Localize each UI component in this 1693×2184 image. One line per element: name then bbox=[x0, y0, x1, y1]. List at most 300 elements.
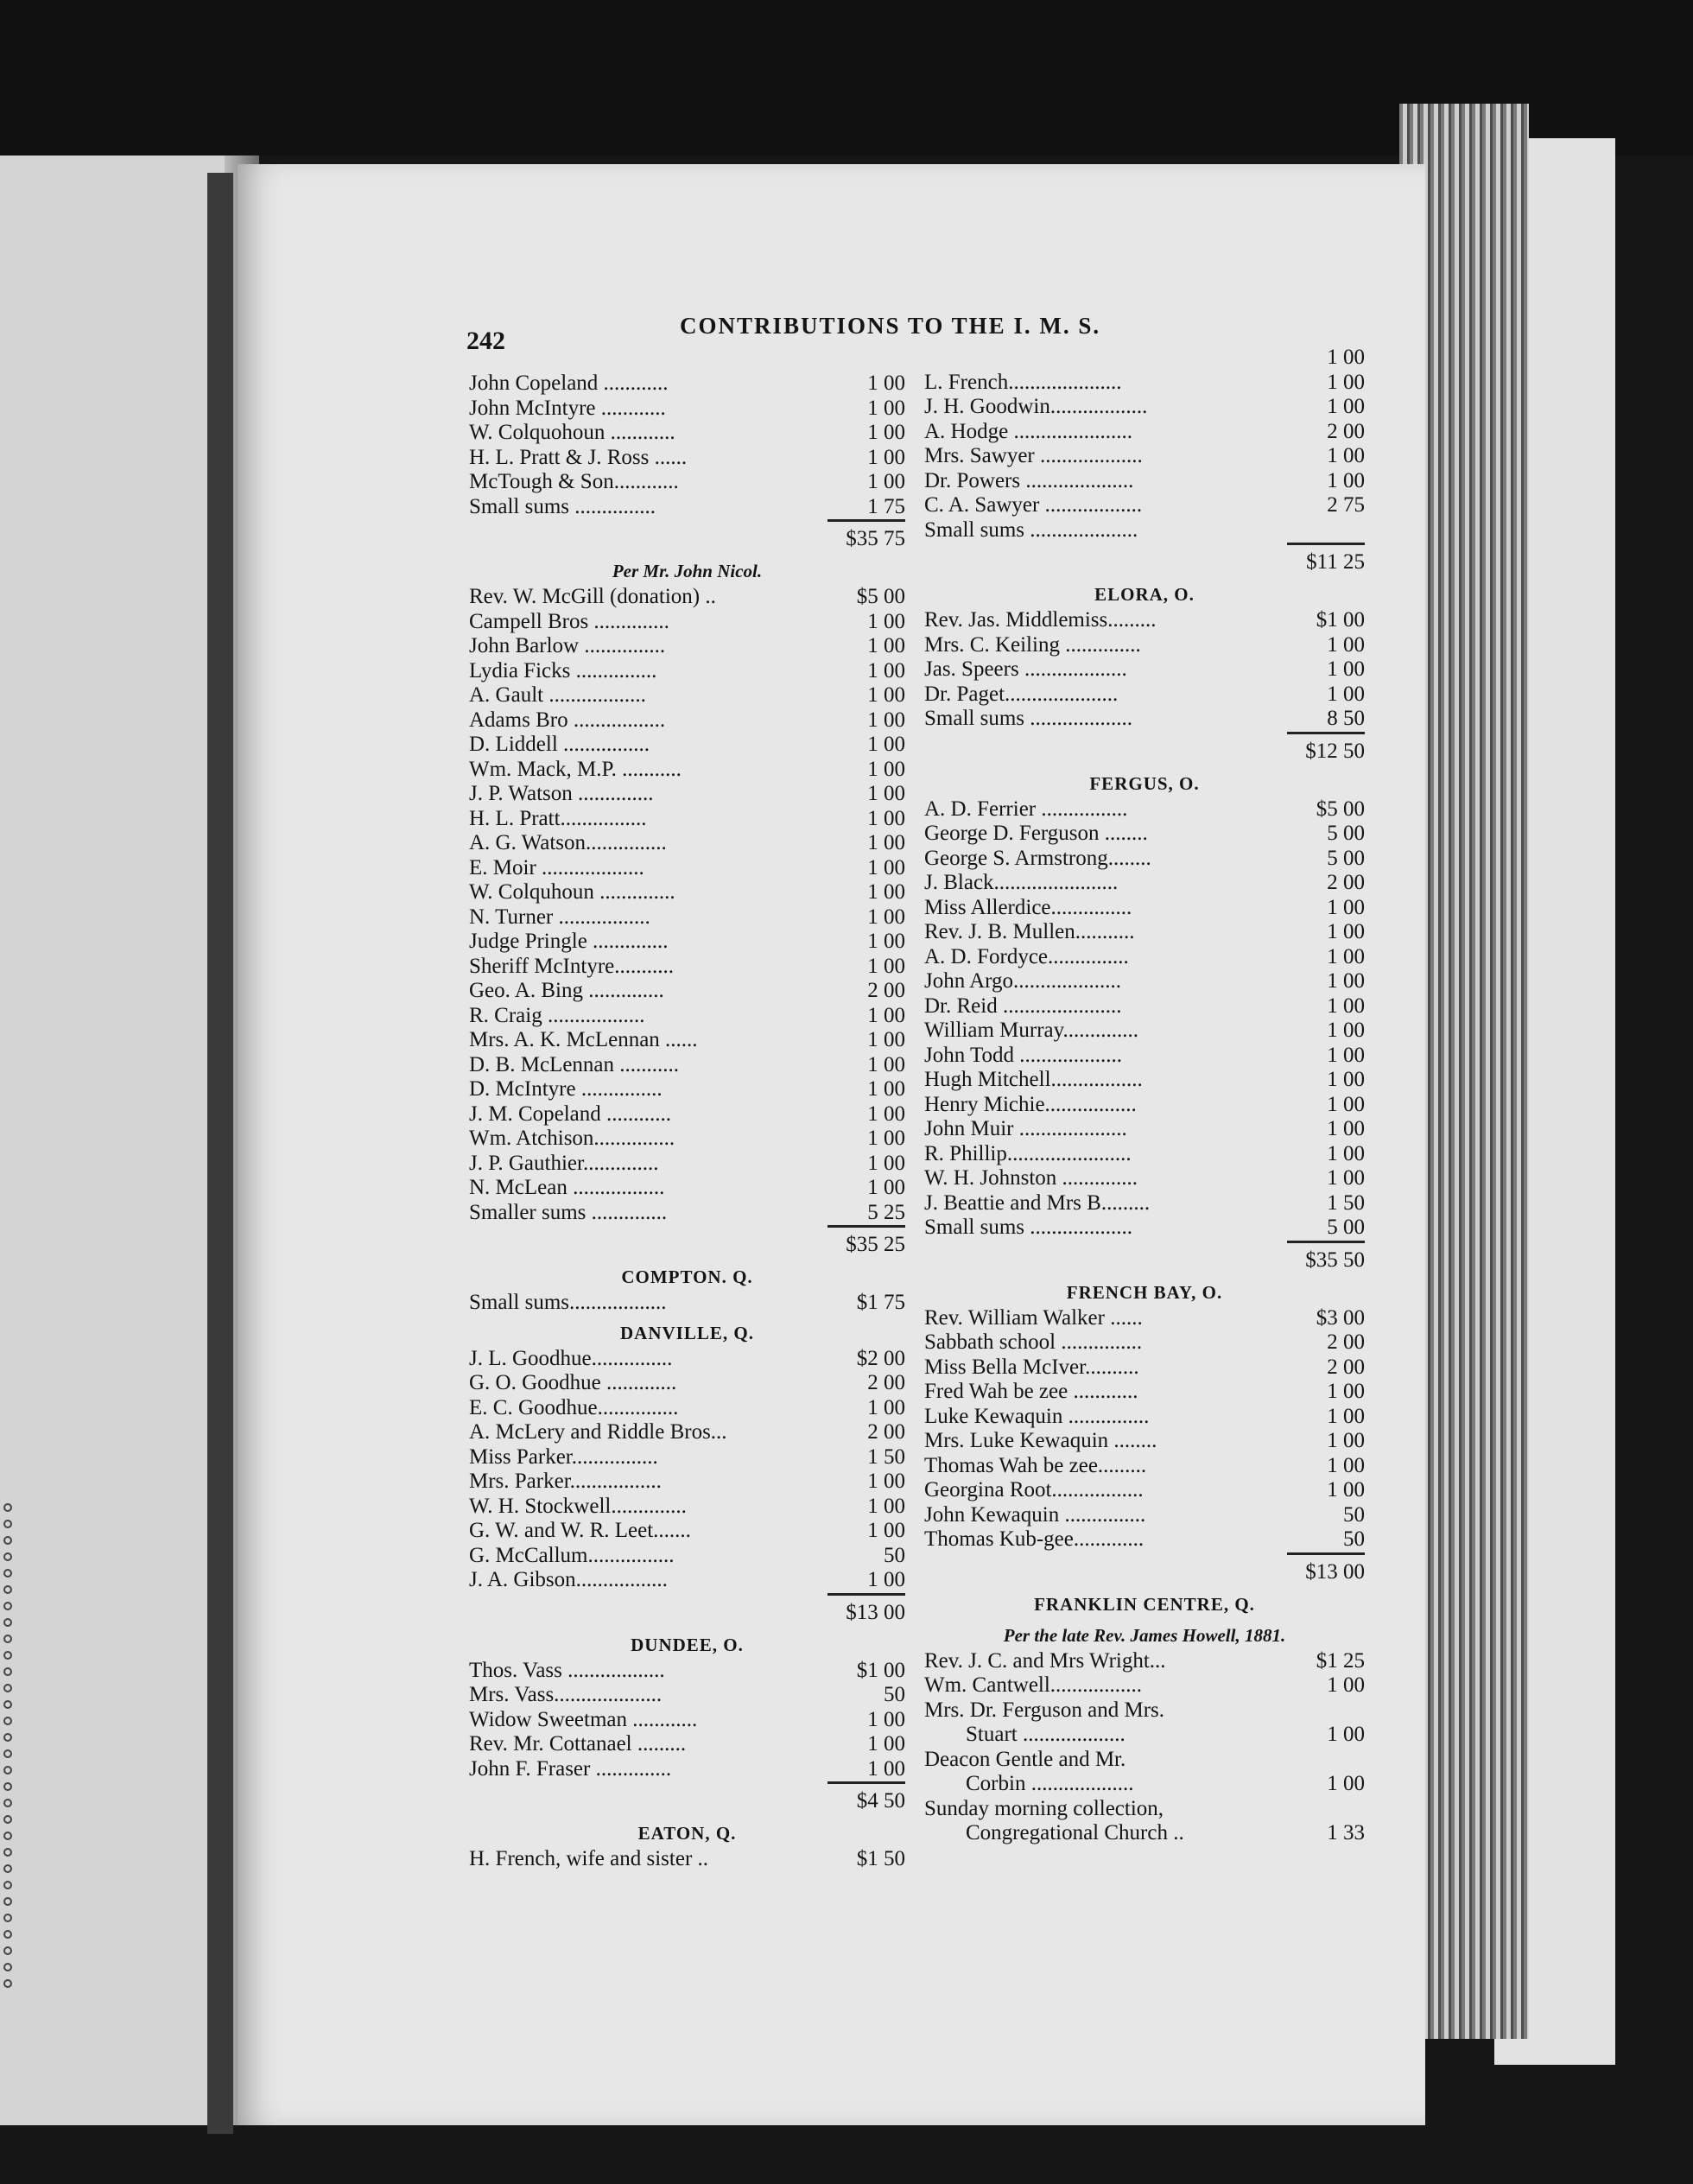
contribution-amount: 1 00 bbox=[867, 1127, 905, 1150]
list-item bbox=[469, 1347, 905, 1372]
contribution-amount: 1 00 bbox=[1327, 1043, 1365, 1067]
list-item bbox=[924, 1405, 1365, 1430]
list-item bbox=[469, 1176, 905, 1201]
running-head: CONTRIBUTIONS TO THE I. M. S. bbox=[680, 313, 1101, 339]
list-item bbox=[924, 1503, 1365, 1528]
list-item bbox=[469, 1004, 905, 1029]
contribution-amount: 1 00 bbox=[867, 1494, 905, 1518]
list-item bbox=[469, 1127, 905, 1152]
contribution-amount: 1 00 bbox=[1327, 1772, 1365, 1795]
contribution-amount: $3 00 bbox=[1316, 1305, 1365, 1330]
contribution-amount: 1 00 bbox=[867, 1052, 905, 1076]
list-item bbox=[469, 782, 905, 807]
section-heading: DUNDEE, O. bbox=[631, 1634, 744, 1655]
contribution-amount: 1 00 bbox=[867, 421, 905, 444]
contributor-name bbox=[924, 1797, 1287, 1846]
contribution-amount: 1 00 bbox=[867, 1003, 905, 1027]
contribution-amount: 5 00 bbox=[1327, 1216, 1365, 1239]
contributor-name: D. B. McLennan ........... bbox=[469, 1052, 680, 1076]
list-item bbox=[924, 969, 1365, 994]
contributor-name: Widow Sweetman ............ bbox=[469, 1707, 698, 1731]
list-item bbox=[924, 896, 1365, 921]
contributor-name: Rev. W. McGill (donation) .. bbox=[469, 585, 716, 608]
contributor-name: John Copeland ............ bbox=[469, 371, 669, 395]
contributor-name: Campell Bros .............. bbox=[469, 609, 669, 633]
total-amount: $13 00 bbox=[1287, 1552, 1365, 1587]
contribution-amount: 1 00 bbox=[1327, 370, 1365, 394]
contributor-name: Mrs. A. K. McLennan ...... bbox=[469, 1028, 698, 1051]
contributor-name: W. H. Johnston .............. bbox=[924, 1166, 1138, 1190]
contribution-amount: 1 00 bbox=[1327, 895, 1365, 919]
contribution-amount: 1 00 bbox=[867, 855, 905, 879]
contributor-name: Small sums .................... bbox=[924, 517, 1138, 542]
contribution-amount: 1 75 bbox=[867, 494, 905, 518]
contribution-amount: 1 00 bbox=[1327, 1453, 1365, 1477]
section-heading: FRENCH BAY, O. bbox=[1066, 1281, 1223, 1303]
contributor-name: J. Black....................... bbox=[924, 871, 1119, 894]
contributor-name: E. C. Goodhue............... bbox=[469, 1395, 679, 1419]
contribution-amount: 1 50 bbox=[1327, 1190, 1365, 1215]
list-item bbox=[924, 1093, 1365, 1118]
contribution-amount: 1 00 bbox=[1327, 1404, 1365, 1428]
contribution-amount: 1 50 bbox=[867, 1444, 905, 1469]
contribution-amount: 1 00 bbox=[867, 609, 905, 633]
contribution-amount: $1 00 bbox=[1316, 608, 1365, 632]
right-column bbox=[924, 346, 1365, 1846]
list-item bbox=[469, 1201, 905, 1226]
contribution-amount: 2 00 bbox=[1327, 1330, 1365, 1354]
list-item bbox=[924, 1216, 1365, 1241]
list-item bbox=[469, 1028, 905, 1053]
contribution-amount: 1 00 bbox=[1327, 1166, 1365, 1190]
contribution-amount: 1 00 bbox=[1327, 346, 1365, 369]
contribution-amount: 1 00 bbox=[867, 930, 905, 953]
list-item bbox=[924, 1044, 1365, 1069]
contributor-name bbox=[924, 1748, 1287, 1797]
book-gutter bbox=[207, 173, 233, 2134]
contribution-amount: 2 00 bbox=[867, 979, 905, 1002]
contributor-name: George D. Ferguson ........ bbox=[924, 822, 1148, 845]
contribution-amount: 1 00 bbox=[867, 1470, 905, 1493]
contributor-name: Hugh Mitchell................. bbox=[924, 1068, 1143, 1091]
list-item bbox=[469, 905, 905, 930]
contributor-name: John Muir .................... bbox=[924, 1117, 1127, 1140]
contribution-amount: 1 00 bbox=[1327, 632, 1365, 657]
contributor-name: Wm. Atchison............... bbox=[469, 1127, 675, 1150]
list-item bbox=[469, 1544, 905, 1569]
contribution-amount: 1 00 bbox=[1327, 1019, 1365, 1042]
list-item bbox=[469, 831, 905, 856]
contribution-amount: 1 00 bbox=[867, 634, 905, 657]
list-item bbox=[469, 1683, 905, 1708]
contributor-name: Dr. Paget..................... bbox=[924, 682, 1119, 706]
section-total bbox=[469, 1225, 905, 1260]
contribution-amount: 2 00 bbox=[1327, 1355, 1365, 1379]
contribution-amount: $1 75 bbox=[856, 1291, 905, 1314]
contribution-amount: 2 00 bbox=[1327, 871, 1365, 894]
list-item bbox=[924, 797, 1365, 822]
list-item bbox=[924, 1068, 1365, 1093]
contribution-amount: 1 00 bbox=[867, 470, 905, 493]
contributor-name: N. McLean ................. bbox=[469, 1176, 665, 1199]
contributor-name: Luke Kewaquin ............... bbox=[924, 1404, 1150, 1428]
list-item bbox=[924, 1673, 1365, 1698]
section-total bbox=[924, 732, 1365, 766]
contribution-amount: 1 00 bbox=[1327, 1068, 1365, 1091]
list-item bbox=[924, 1019, 1365, 1044]
contribution-amount: 1 00 bbox=[867, 880, 905, 904]
contributor-name: Lydia Ficks ............... bbox=[469, 658, 657, 682]
list-item bbox=[924, 518, 1365, 543]
contribution-amount: 50 bbox=[884, 1543, 905, 1567]
contributor-name: William Murray.............. bbox=[924, 1019, 1139, 1042]
contribution-amount: 1 00 bbox=[1327, 1117, 1365, 1140]
contribution-amount: 50 bbox=[1343, 1502, 1365, 1527]
list-item bbox=[469, 880, 905, 905]
contribution-amount: 1 00 bbox=[867, 371, 905, 395]
contributor-name: E. Moir ................... bbox=[469, 855, 644, 879]
contribution-amount: 1 00 bbox=[867, 1077, 905, 1101]
list-item bbox=[469, 1519, 905, 1544]
contributor-name: Miss Parker................ bbox=[469, 1444, 658, 1469]
total-amount: $13 00 bbox=[827, 1593, 905, 1628]
contribution-amount: 1 00 bbox=[1327, 1141, 1365, 1165]
contributor-name: A. D. Ferrier ................ bbox=[924, 797, 1128, 821]
list-item bbox=[469, 1396, 905, 1421]
contribution-amount: 1 00 bbox=[867, 954, 905, 978]
contribution-amount: 2 00 bbox=[867, 1420, 905, 1444]
contribution-amount: 1 00 bbox=[1327, 468, 1365, 492]
list-item bbox=[924, 945, 1365, 970]
contribution-amount: 1 00 bbox=[867, 1568, 905, 1591]
list-item bbox=[469, 1495, 905, 1520]
list-item bbox=[924, 707, 1365, 732]
list-item bbox=[924, 822, 1365, 847]
list-item bbox=[469, 683, 905, 708]
contribution-amount: 1 00 bbox=[1327, 444, 1365, 467]
list-item bbox=[924, 1698, 1365, 1748]
list-item bbox=[924, 682, 1365, 708]
section-total bbox=[924, 1241, 1365, 1275]
list-item bbox=[469, 979, 905, 1004]
contribution-amount: $1 25 bbox=[1316, 1648, 1365, 1673]
list-item bbox=[469, 659, 905, 684]
contributor-name: Rev. Mr. Cottanael ......... bbox=[469, 1732, 687, 1755]
contributor-name: John Barlow ............... bbox=[469, 634, 666, 657]
contribution-amount: 1 00 bbox=[1327, 395, 1365, 418]
contribution-amount: 1 00 bbox=[867, 1732, 905, 1755]
contributor-name: A. D. Fordyce............... bbox=[924, 944, 1129, 968]
contributor-name: Small sums ................... bbox=[924, 1216, 1132, 1239]
section-heading: EATON, Q. bbox=[637, 1823, 737, 1844]
contribution-amount: 1 00 bbox=[867, 733, 905, 756]
contribution-amount: 1 33 bbox=[1327, 1821, 1365, 1844]
contribution-amount: 50 bbox=[1343, 1527, 1365, 1551]
list-item bbox=[924, 1330, 1365, 1355]
contributor-name: L. French..................... bbox=[924, 370, 1122, 394]
contribution-amount: 5 00 bbox=[1327, 822, 1365, 845]
contribution-amount: 1 00 bbox=[867, 708, 905, 732]
list-item bbox=[924, 1166, 1365, 1191]
contributor-name: Rev. William Walker ...... bbox=[924, 1305, 1143, 1330]
contributor-name: A. McLery and Riddle Bros... bbox=[469, 1420, 727, 1444]
contributor-name: G. McCallum................ bbox=[469, 1543, 675, 1567]
contribution-amount: $5 00 bbox=[856, 585, 905, 608]
list-item bbox=[924, 1117, 1365, 1142]
contributor-name: R. Phillip....................... bbox=[924, 1141, 1132, 1165]
list-item bbox=[469, 421, 905, 446]
list-item bbox=[924, 608, 1365, 633]
contributor-name: J. P. Watson .............. bbox=[469, 782, 654, 805]
list-item bbox=[924, 469, 1365, 494]
contributor-name-line1: Sunday morning collection, bbox=[924, 1796, 1164, 1820]
contribution-amount: 1 00 bbox=[867, 1028, 905, 1051]
contributor-name: J. A. Gibson................. bbox=[469, 1568, 668, 1591]
contribution-amount: 1 00 bbox=[1327, 682, 1365, 706]
contribution-amount: $1 50 bbox=[856, 1847, 905, 1870]
list-item bbox=[924, 1380, 1365, 1405]
contribution-amount: 1 00 bbox=[867, 757, 905, 781]
contributor-name: Thomas Wah be zee......... bbox=[924, 1453, 1147, 1477]
list-item bbox=[924, 920, 1365, 945]
section-total bbox=[924, 1552, 1365, 1587]
list-item bbox=[469, 1847, 905, 1872]
list-item bbox=[469, 807, 905, 832]
contribution-amount: 50 bbox=[884, 1683, 905, 1706]
contribution-amount: 1 00 bbox=[867, 1519, 905, 1542]
contributor-name: John Kewaquin ............... bbox=[924, 1502, 1146, 1527]
contributor-name: Rev. J. C. and Mrs Wright... bbox=[924, 1648, 1166, 1673]
section-heading: COMPTON. Q. bbox=[621, 1267, 753, 1287]
section-heading: DANVILLE, Q. bbox=[620, 1322, 754, 1343]
facing-page-dots bbox=[3, 1503, 16, 2056]
contributor-name: Small sums ................... bbox=[924, 707, 1132, 730]
list-item bbox=[469, 1152, 905, 1177]
contribution-amount: 1 00 bbox=[1327, 657, 1365, 681]
contributor-name: Small sums ............... bbox=[469, 494, 656, 518]
contributor-name-line2: Stuart ................... bbox=[966, 1723, 1125, 1746]
contributor-name: Thomas Kub-gee............. bbox=[924, 1527, 1145, 1551]
list-item bbox=[924, 1527, 1365, 1552]
contributor-name: Wm. Cantwell................. bbox=[924, 1673, 1143, 1697]
contributor-name: J. P. Gauthier.............. bbox=[469, 1151, 659, 1175]
section-heading: ELORA, O. bbox=[1094, 584, 1195, 605]
contributor-name: J. H. Goodwin.................. bbox=[924, 395, 1148, 418]
contributor-name: Jas. Speers ................... bbox=[924, 657, 1127, 681]
book-page bbox=[238, 164, 1425, 2125]
contribution-amount: 1 00 bbox=[867, 831, 905, 854]
list-item bbox=[924, 657, 1365, 682]
contributor-name: Miss Bella McIver.......... bbox=[924, 1355, 1139, 1379]
contribution-amount: $1 00 bbox=[856, 1658, 905, 1682]
contributor-name-line2: Corbin ................... bbox=[966, 1772, 1134, 1795]
list-item bbox=[469, 955, 905, 980]
list-item bbox=[469, 397, 905, 422]
contributor-name: Dr. Reid ...................... bbox=[924, 994, 1122, 1018]
list-item bbox=[924, 1191, 1365, 1216]
list-item bbox=[924, 1478, 1365, 1503]
list-item bbox=[469, 930, 905, 955]
contributor-name: Judge Pringle .............. bbox=[469, 930, 669, 953]
list-item bbox=[924, 1454, 1365, 1479]
list-item bbox=[924, 371, 1365, 396]
contribution-amount: $2 00 bbox=[856, 1346, 905, 1370]
contributor-name: Sheriff McIntyre........... bbox=[469, 954, 674, 978]
contributor-name: Henry Michie................. bbox=[924, 1092, 1137, 1116]
contribution-amount: 1 00 bbox=[867, 445, 905, 469]
contributor-name: D. Liddell ................ bbox=[469, 733, 650, 756]
contribution-amount: 1 00 bbox=[867, 782, 905, 805]
contribution-amount: 2 00 bbox=[867, 1371, 905, 1394]
contributor-name: H. L. Pratt................ bbox=[469, 806, 647, 830]
contributor-name-line2: Congregational Church .. bbox=[966, 1821, 1184, 1844]
list-item bbox=[924, 346, 1365, 371]
page-content bbox=[238, 164, 1425, 2125]
list-item bbox=[469, 733, 905, 758]
contributor-name: Geo. A. Bing .............. bbox=[469, 979, 664, 1002]
contributor-name: John Argo.................... bbox=[924, 969, 1122, 993]
contributor-name: Mrs. C. Keiling .............. bbox=[924, 632, 1141, 657]
list-item bbox=[469, 1659, 905, 1684]
contributor-name: A. Gault .................. bbox=[469, 683, 646, 707]
contributor-name: Rev. Jas. Middlemiss......... bbox=[924, 608, 1157, 632]
contributor-name: Mrs. Sawyer ................... bbox=[924, 444, 1143, 467]
contribution-amount: 1 00 bbox=[867, 1176, 905, 1199]
list-item bbox=[469, 1291, 905, 1316]
total-amount: $4 50 bbox=[827, 1781, 905, 1816]
contributor-name: Small sums.................. bbox=[469, 1291, 667, 1314]
contribution-amount: 5 00 bbox=[1327, 846, 1365, 870]
contributor-name: John F. Fraser .............. bbox=[469, 1756, 672, 1781]
list-item bbox=[469, 585, 905, 610]
contributor-name: G. O. Goodhue ............. bbox=[469, 1371, 677, 1394]
contributor-name: Mrs. Vass.................... bbox=[469, 1683, 663, 1706]
contribution-amount: 1 00 bbox=[867, 683, 905, 707]
contributor-name: John McIntyre ............ bbox=[469, 396, 666, 420]
contributor-name: Dr. Powers .................... bbox=[924, 468, 1134, 492]
list-item bbox=[469, 1420, 905, 1445]
list-item bbox=[469, 1708, 905, 1733]
contributor-name: J. Beattie and Mrs B......... bbox=[924, 1190, 1151, 1215]
list-item bbox=[924, 1797, 1365, 1846]
contribution-amount: 1 00 bbox=[1327, 1092, 1365, 1116]
contribution-amount: 1 00 bbox=[1327, 1478, 1365, 1502]
list-item bbox=[924, 444, 1365, 469]
contributor-name: Smaller sums .............. bbox=[469, 1200, 668, 1224]
list-item bbox=[469, 856, 905, 881]
contribution-amount: 1 00 bbox=[867, 905, 905, 929]
contributor-name: C. A. Sawyer .................. bbox=[924, 493, 1143, 517]
contributor-name: N. Turner ................. bbox=[469, 905, 650, 929]
contribution-amount: 1 00 bbox=[867, 806, 905, 830]
list-item bbox=[469, 758, 905, 783]
contributor-name-line1: Mrs. Dr. Ferguson and Mrs. bbox=[924, 1698, 1165, 1722]
section-heading: FERGUS, O. bbox=[1089, 772, 1200, 794]
total-amount: $35 75 bbox=[827, 519, 905, 554]
contributor-name: Fred Wah be zee ............ bbox=[924, 1380, 1138, 1403]
list-item bbox=[469, 371, 905, 397]
contribution-amount: 1 00 bbox=[1327, 1673, 1365, 1697]
list-item bbox=[924, 395, 1365, 420]
contribution-amount: 1 00 bbox=[1327, 994, 1365, 1018]
list-item bbox=[469, 1053, 905, 1078]
list-item bbox=[469, 1568, 905, 1593]
list-item bbox=[924, 420, 1365, 445]
list-item bbox=[924, 994, 1365, 1019]
page-number: 242 bbox=[466, 327, 505, 355]
contribution-amount: $5 00 bbox=[1316, 797, 1365, 821]
list-item bbox=[469, 1470, 905, 1495]
list-item bbox=[469, 610, 905, 635]
list-item bbox=[469, 1757, 905, 1782]
contributor-name: G. W. and W. R. Leet....... bbox=[469, 1519, 691, 1542]
contributor-name: D. McIntyre ............... bbox=[469, 1077, 663, 1101]
contributor-name: John Todd ................... bbox=[924, 1043, 1123, 1067]
section-subheading: Per Mr. John Nicol. bbox=[612, 561, 763, 581]
contributor-name: W. Colquhoun .............. bbox=[469, 880, 675, 904]
contribution-amount: 1 00 bbox=[1327, 1380, 1365, 1403]
list-item bbox=[924, 1748, 1365, 1797]
contributor-name: Mrs. Parker................. bbox=[469, 1470, 662, 1493]
contributor-name: A. G. Watson............... bbox=[469, 831, 667, 854]
contribution-amount: 1 00 bbox=[867, 1151, 905, 1175]
contributor-name: George S. Armstrong........ bbox=[924, 846, 1151, 870]
list-item bbox=[469, 446, 905, 471]
list-item bbox=[469, 708, 905, 733]
list-item bbox=[924, 1355, 1365, 1381]
contribution-amount: 1 00 bbox=[1327, 920, 1365, 943]
total-amount: $35 25 bbox=[827, 1225, 905, 1260]
contributor-name: R. Craig .................. bbox=[469, 1003, 645, 1027]
list-item bbox=[924, 871, 1365, 896]
section-total bbox=[924, 543, 1365, 577]
contribution-amount: 1 00 bbox=[1327, 969, 1365, 993]
contribution-amount: 8 50 bbox=[1327, 707, 1365, 730]
list-item bbox=[924, 493, 1365, 518]
contribution-amount: 1 00 bbox=[1327, 944, 1365, 968]
contributor-name: Mrs. Luke Kewaquin ........ bbox=[924, 1429, 1157, 1452]
contribution-amount: 1 00 bbox=[867, 396, 905, 420]
list-item bbox=[924, 1649, 1365, 1674]
list-item bbox=[924, 1306, 1365, 1331]
list-item bbox=[469, 470, 905, 495]
contribution-amount: 1 00 bbox=[867, 658, 905, 682]
contribution-amount: 1 00 bbox=[867, 1756, 905, 1781]
list-item bbox=[469, 634, 905, 659]
contribution-amount: 1 00 bbox=[1327, 1429, 1365, 1452]
section-total bbox=[469, 1781, 905, 1816]
left-column bbox=[469, 371, 905, 1872]
contribution-amount: 2 75 bbox=[1327, 493, 1365, 517]
contributor-name: Miss Allerdice............... bbox=[924, 895, 1132, 919]
list-item bbox=[469, 1371, 905, 1396]
contribution-amount: 1 00 bbox=[867, 1707, 905, 1731]
contribution-amount: 5 25 bbox=[867, 1200, 905, 1224]
contributor-name: J. L. Goodhue............... bbox=[469, 1346, 673, 1370]
list-item bbox=[469, 1445, 905, 1470]
contributor-name: A. Hodge ...................... bbox=[924, 419, 1132, 443]
list-item bbox=[469, 495, 905, 520]
contributor-name: Thos. Vass .................. bbox=[469, 1658, 665, 1682]
contributor-name: McTough & Son............ bbox=[469, 470, 679, 493]
list-item bbox=[469, 1077, 905, 1102]
section-subheading: Per the late Rev. James Howell, 1881. bbox=[1003, 1624, 1286, 1646]
contribution-amount: 1 00 bbox=[1327, 1723, 1365, 1746]
contributor-name bbox=[924, 1698, 1287, 1748]
total-amount: $12 50 bbox=[1287, 732, 1365, 766]
contributor-name: H. L. Pratt & J. Ross ...... bbox=[469, 445, 688, 469]
contributor-name: W. Colquohoun ............ bbox=[469, 421, 675, 444]
